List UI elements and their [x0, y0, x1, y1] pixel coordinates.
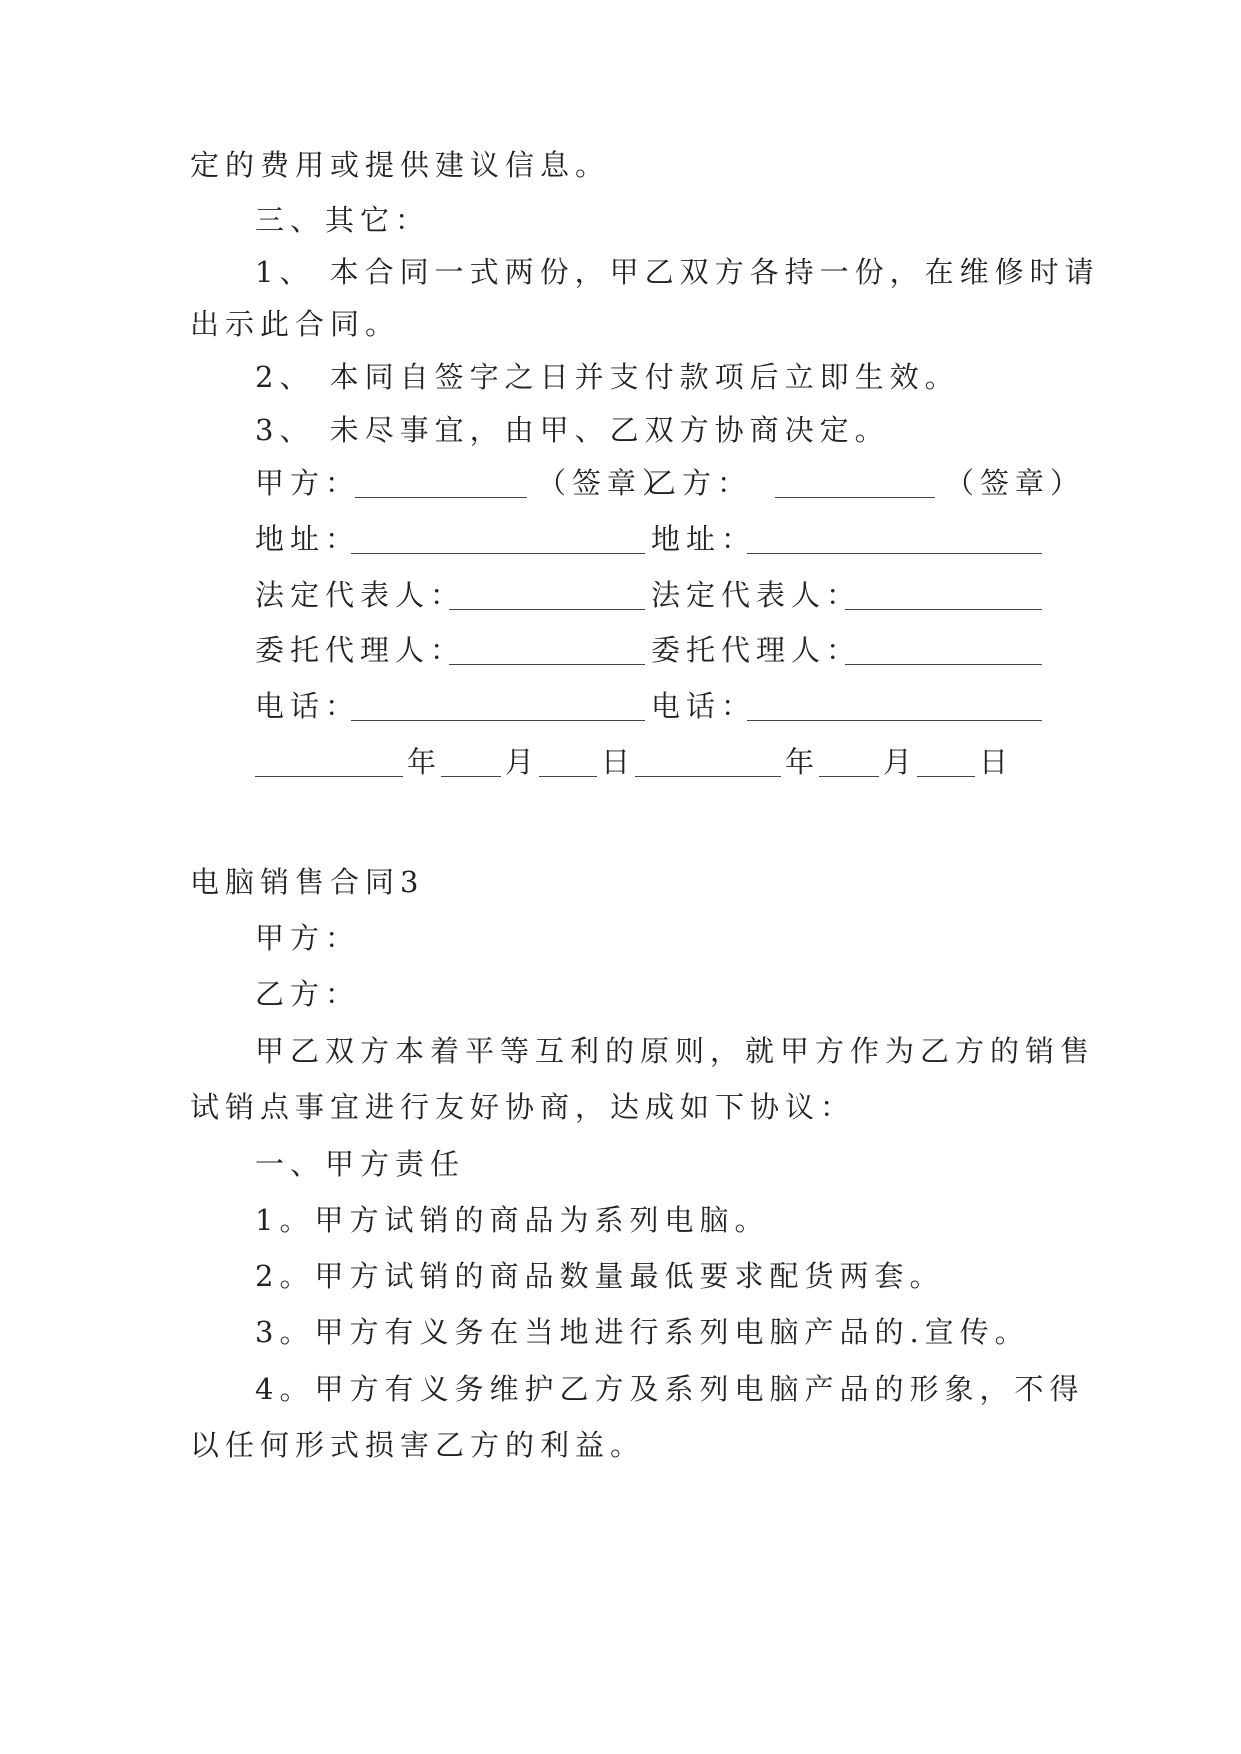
party-b-label: 乙方：	[647, 466, 753, 500]
party-a-blank	[355, 497, 527, 498]
phone-b-label: 电话：	[651, 689, 757, 723]
date-b-month: 月	[883, 745, 919, 779]
paragraph-continuation: 定的费用或提供建议信息。	[190, 148, 611, 182]
duty-clause-4-line-2: 以任何形式损害乙方的利益。	[190, 1428, 646, 1462]
signature-row-parties	[255, 463, 1086, 503]
contract-title: 电脑销售合同3	[190, 865, 425, 899]
agent-a-label: 委托代理人：	[255, 633, 466, 667]
agent-b-blank	[845, 664, 1042, 665]
address-b-label: 地址：	[651, 522, 757, 556]
contract-party-a: 甲方：	[255, 921, 361, 955]
contract-intro-line-2: 试销点事宜进行友好协商，达成如下协议：	[190, 1090, 856, 1124]
section-heading-other: 三、其它：	[255, 203, 431, 237]
contract-intro-line-1: 甲乙双方本着平等互利的原则，就甲方作为乙方的销售	[255, 1034, 1096, 1068]
party-a-seal: （签章）	[537, 466, 678, 500]
legal-rep-a-label: 法定代表人：	[255, 578, 466, 612]
address-b-blank	[747, 553, 1042, 554]
date-b-day: 日	[979, 745, 1015, 779]
party-b-blank	[775, 497, 935, 498]
date-a-day-blank	[539, 776, 597, 777]
duty-clause-1: 1。甲方试销的商品为系列电脑。	[255, 1203, 770, 1237]
section-heading-party-a-duty: 一、甲方责任	[255, 1147, 466, 1181]
date-b-day-blank	[917, 776, 975, 777]
signature-row-legal-rep	[255, 575, 1065, 615]
date-a-month: 月	[505, 745, 541, 779]
signature-row-address	[255, 519, 1065, 559]
duty-clause-2: 2。甲方试销的商品数量最低要求配货两套。	[255, 1259, 945, 1293]
phone-a-blank	[351, 720, 645, 721]
duty-clause-4-line-1: 4。甲方有义务维护乙方及系列电脑产品的形象，不得	[255, 1372, 1085, 1406]
clause-1-line-1: 1、 本合同一式两份，甲乙双方各持一份，在维修时请	[255, 255, 1100, 289]
date-b-year-blank	[635, 776, 781, 777]
address-a-blank	[351, 553, 645, 554]
date-b-month-blank	[819, 776, 879, 777]
clause-3: 3、 未尽事宜，由甲、乙双方协商决定。	[255, 413, 890, 447]
party-b-seal: （签章）	[945, 466, 1086, 500]
legal-rep-a-blank	[449, 609, 645, 610]
phone-a-label: 电话：	[255, 689, 361, 723]
date-a-month-blank	[441, 776, 501, 777]
phone-b-blank	[747, 720, 1042, 721]
date-b-year: 年	[785, 745, 821, 779]
address-a-label: 地址：	[255, 522, 361, 556]
party-a-label: 甲方：	[255, 466, 361, 500]
legal-rep-b-blank	[845, 609, 1042, 610]
legal-rep-b-label: 法定代表人：	[651, 578, 862, 612]
date-a-year-blank	[255, 776, 403, 777]
agent-a-blank	[449, 664, 645, 665]
clause-2: 2、 本同自签字之日并支付款项后立即生效。	[255, 360, 960, 394]
agent-b-label: 委托代理人：	[651, 633, 862, 667]
signature-row-dates	[255, 742, 1065, 782]
duty-clause-3: 3。甲方有义务在当地进行系列电脑产品的.宣传。	[255, 1315, 1030, 1349]
clause-1-line-2: 出示此合同。	[190, 307, 401, 341]
signature-row-agent	[255, 630, 1065, 670]
signature-row-phone	[255, 686, 1065, 726]
date-a-year: 年	[407, 745, 443, 779]
contract-party-b: 乙方：	[255, 977, 361, 1011]
date-a-day: 日	[601, 745, 637, 779]
